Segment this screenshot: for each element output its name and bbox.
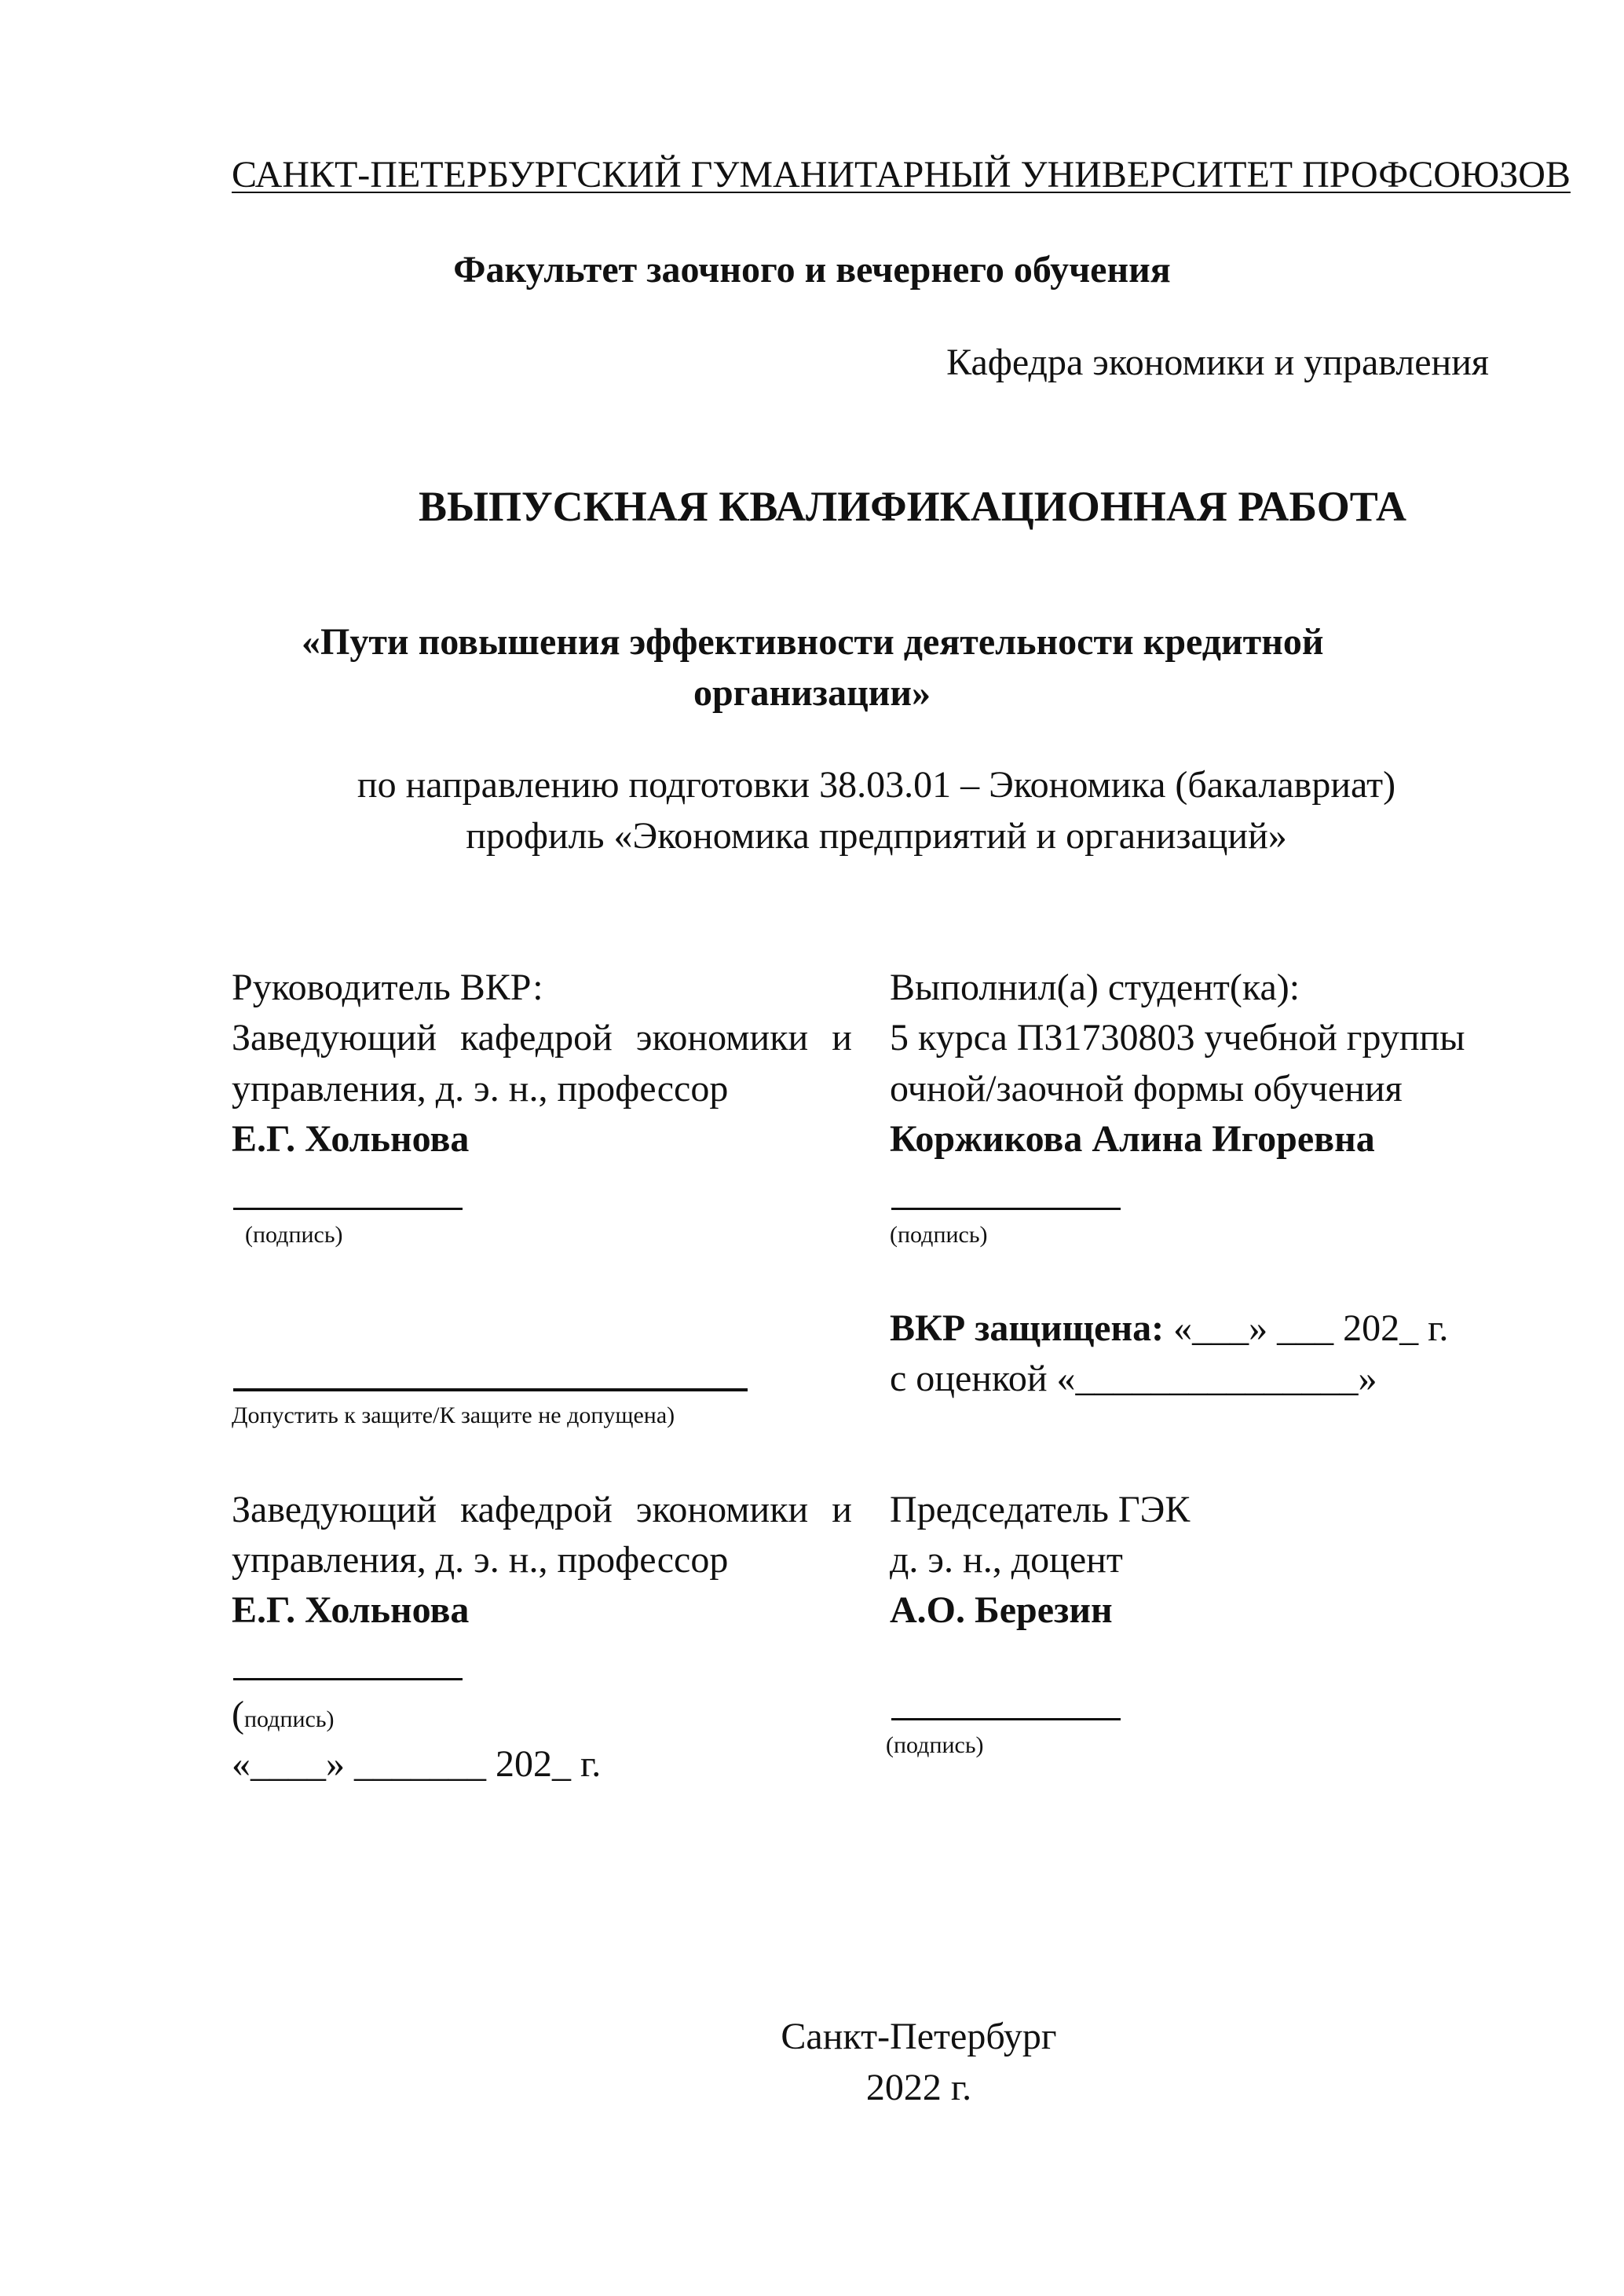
head-signature-caption bbox=[232, 1690, 335, 1740]
supervisor-name: Е.Г. Хольнова bbox=[232, 1118, 470, 1160]
head-position-line-1: Заведующий кафедрой экономики и bbox=[232, 1489, 852, 1530]
footer-year: 2022 г. bbox=[865, 2067, 972, 2108]
supervisor-position-line-2: управления, д. э. н., профессор bbox=[232, 1068, 729, 1110]
defense-date: «___» ___ 202_ г. bbox=[1164, 1307, 1449, 1349]
department-name: Кафедра экономики и управления bbox=[946, 342, 1489, 383]
head-signature-paren: ( bbox=[232, 1694, 244, 1735]
chairman-label: Председатель ГЭК bbox=[890, 1489, 1191, 1530]
defense-grade-line: с оценкой «_______________» bbox=[890, 1358, 1377, 1399]
topic-line-1: «Пути повышения эффективности деятельности кредитной bbox=[302, 621, 1324, 663]
student-signature-line bbox=[891, 1208, 1121, 1210]
topic-line-2: организации» bbox=[693, 672, 931, 714]
work-type-title: ВЫПУСКНАЯ КВАЛИФИКАЦИОННАЯ РАБОТА bbox=[418, 483, 1407, 530]
chairman-signature-caption: (подпись) bbox=[886, 1732, 984, 1758]
head-position-line-2: управления, д. э. н., профессор bbox=[232, 1539, 729, 1581]
faculty-name: Факультет заочного и вечернего обучения bbox=[453, 249, 1171, 291]
head-date-line: «____» _______ 202_ г. bbox=[232, 1743, 602, 1785]
defense-date-line bbox=[890, 1303, 1448, 1354]
direction-line-2: профиль «Экономика предприятий и организаций» bbox=[466, 815, 1287, 857]
footer-city: Санкт-Петербург bbox=[781, 2016, 1057, 2057]
student-study-form: очной/заочной формы обучения bbox=[890, 1068, 1403, 1110]
supervisor-label: Руководитель ВКР: bbox=[232, 967, 543, 1008]
supervisor-signature-caption: (подпись) bbox=[245, 1222, 343, 1248]
supervisor-position-line-1: Заведующий кафедрой экономики и bbox=[232, 1017, 852, 1058]
student-name: Коржикова Алина Игоревна bbox=[890, 1118, 1375, 1160]
direction-line-1: по направлению подготовки 38.03.01 – Экономика (бакалавриат) bbox=[357, 764, 1396, 806]
university-name: САНКТ-ПЕТЕРБУРГСКИЙ ГУМАНИТАРНЫЙ УНИВЕРСИТЕТ ПРОФСОЮЗОВ bbox=[232, 154, 1571, 196]
chairman-degree: д. э. н., доцент bbox=[890, 1539, 1123, 1581]
head-signature-text: подпись) bbox=[243, 1706, 335, 1732]
admission-signature-line bbox=[233, 1388, 748, 1391]
defense-label: ВКР защищена: bbox=[890, 1307, 1165, 1349]
head-name: Е.Г. Хольнова bbox=[232, 1589, 470, 1631]
chairman-signature-line bbox=[891, 1718, 1121, 1720]
chairman-name: А.О. Березин bbox=[890, 1589, 1113, 1631]
student-course-group: 5 курса ПЗ1730803 учебной группы bbox=[890, 1017, 1465, 1058]
supervisor-signature-line bbox=[233, 1208, 463, 1210]
admission-caption: Допустить к защите/К защите не допущена) bbox=[232, 1402, 675, 1428]
student-label: Выполнил(а) студент(ка): bbox=[890, 967, 1300, 1008]
student-signature-caption: (подпись) bbox=[890, 1222, 988, 1248]
head-signature-line bbox=[233, 1678, 463, 1680]
